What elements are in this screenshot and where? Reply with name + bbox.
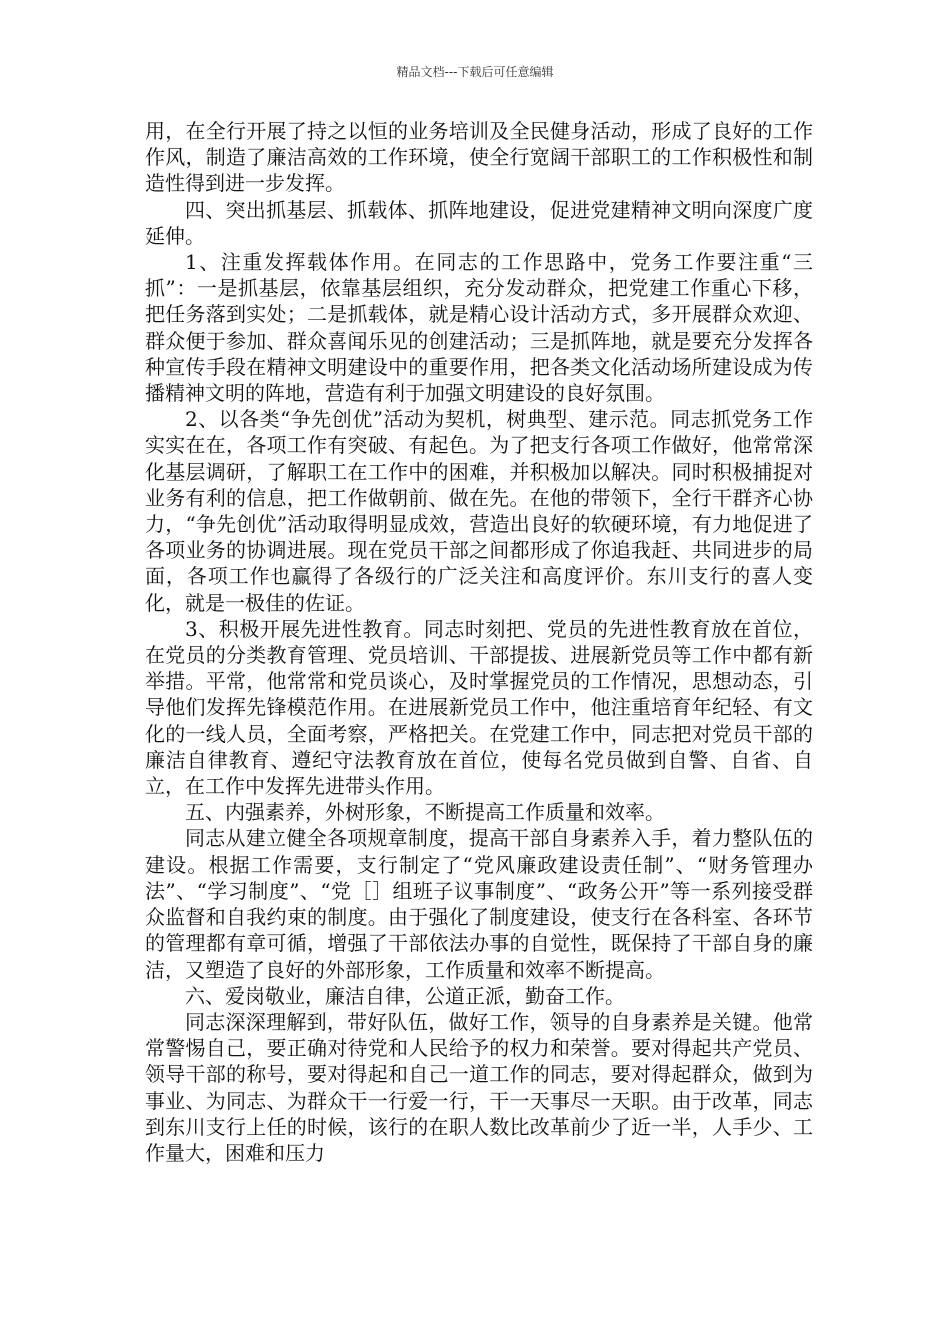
section-heading-4: 四、突出抓基层、抓载体、抓阵地建设，促进党建精神文明向深度广度延伸。 — [145, 197, 813, 248]
paragraph: 用，在全行开展了持之以恒的业务培训及全民健身活动，形成了良好的工作作风，制造了廉洁高效的工作环境，使全行宽阔干部职工的工作积极性和制造性得到进一步发挥。 — [145, 119, 813, 196]
paragraph: 3、积极开展先进性教育。同志时刻把、党员的先进性教育放在首位，在党员的分类教育管理、党员培训、干部提拔、进展新党员等工作中都有新举措。平常，他常常和党员谈心，及时掌握党员的工作情况，思想动态，引导他们发挥先锋模范作用。在进展新党员工作中，他注重培育年纪轻、有文化的一线人员，全面考察，严格把关。在党建工作中，同志把对党员干部的廉洁自律教育、遵纪守法教育放在首位，使每名党员做到自警、自省、自立，在工作中发挥先进带头作用。 — [145, 616, 813, 799]
paragraph: 同志从建立健全各项规章制度，提高干部自身素养入手，着力整队伍的建设。根据工作需要，支行制定了“党风廉政建设责任制”、“财务管理办法”、“学习制度”、“党［］组班子议事制度”、“政务公开”等一系列接受群众监督和自我约束的制度。由于强化了制度建设，使支行在各科室、各环节的管理都有章可循，增强了干部依法办事的自觉性，既保持了干部自身的廉洁，又塑造了良好的外部形象，工作质量和效率不断提高。 — [145, 826, 813, 982]
page-header: 精品文档---下载后可任意编辑 — [396, 65, 554, 79]
paragraph: 1、注重发挥载体作用。在同志的工作思路中，党务工作要注重“三抓”：一是抓基层，依靠基层组织，充分发动群众，把党建工作重心下移，把任务落到实处；二是抓载体，就是精心设计活动方式，多开展群众欢迎、群众便于参加、群众喜闻乐见的创建活动；三是抓阵地，就是要充分发挥各种宣传手段在精神文明建设中的重要作用，把各类文化活动场所建设成为传播精神文明的阵地，营造有利于加强文明建设的良好氛围。 — [145, 250, 813, 406]
paragraph: 同志深深理解到，带好队伍，做好工作，领导的自身素养是关键。他常常警惕自己，要正确对待党和人民给予的权力和荣誉。要对得起共产党员、领导干部的称号，要对得起和自己一道工作的同志，要对得起群众，做到为事业、为同志、为群众干一行爱一行，干一天事尽一天职。由于改革，同志到东川支行上任的时候，该行的在职人数比改革前少了近一半，人手少、工作量大，困难和压力 — [145, 1009, 813, 1165]
section-heading-5: 五、内强素养，外树形象，不断提高工作质量和效率。 — [185, 800, 665, 825]
section-heading-6: 六、爱岗敬业，廉洁自律，公道正派，勤奋工作。 — [185, 983, 625, 1008]
paragraph: 2、以各类“争先创优”活动为契机，树典型、建示范。同志抓党务工作实实在在，各项工作有突破、有起色。为了把支行各项工作做好，他常常深化基层调研，了解职工在工作中的困难，并积极加以解决。同时积极捕捉对业务有利的信息，把工作做朝前、做在先。在他的带领下，全行干群齐心协力，“争先创优”活动取得明显成效，营造出良好的软硬环境，有力地促进了各项业务的协调进展。现在党员干部之间都形成了你追我赶、共同进步的局面，各项工作也赢得了各级行的广泛关注和高度评价。东川支行的喜人变化，就是一极佳的佐证。 — [145, 407, 813, 615]
document-body — [145, 118, 813, 1166]
